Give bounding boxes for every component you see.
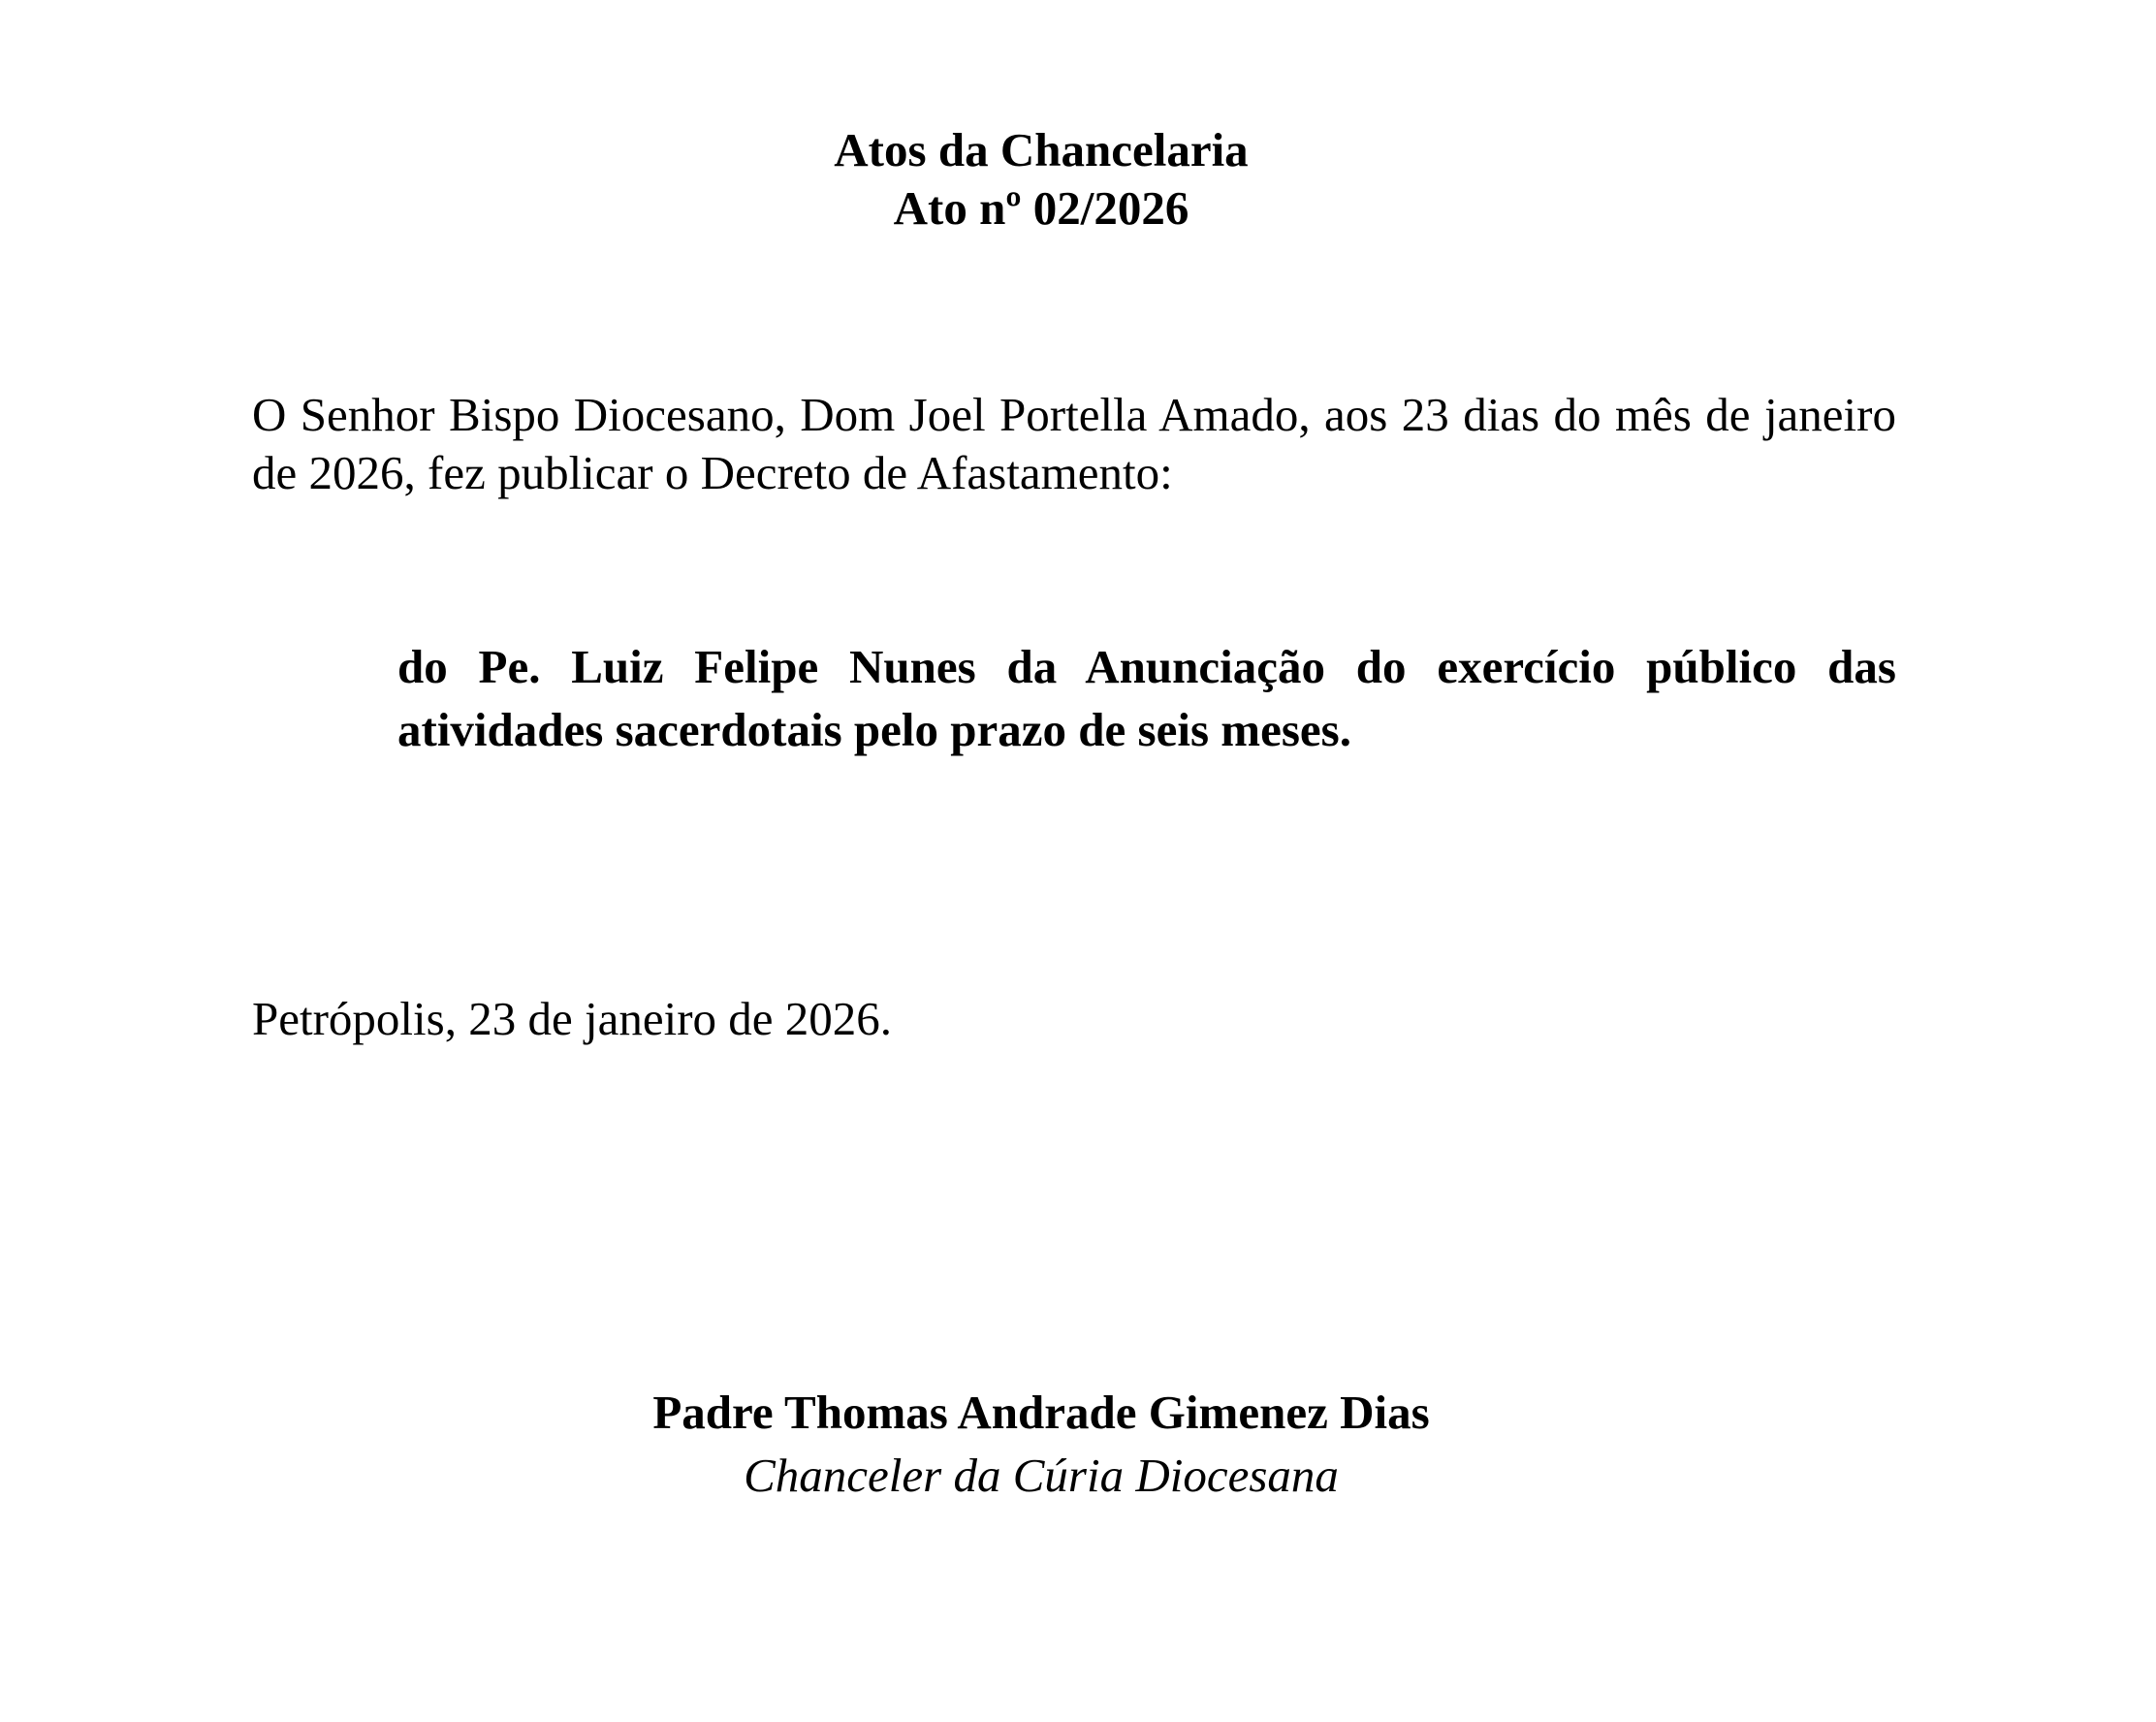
signature-block	[219, 1381, 1863, 1507]
decree-line: atividades sacerdotais pelo prazo de seis meses.	[397, 703, 1351, 756]
intro-line: de 2026, fez publicar o Decreto de Afastamento:	[252, 446, 1173, 499]
dateline-text: Petrópolis, 23 de janeiro de 2026.	[252, 992, 893, 1045]
header-title: Atos da Chancelaria	[834, 123, 1249, 176]
decree-line: do Pe. Luiz Felipe Nunes da Anunciação do exercício público das	[397, 640, 1896, 693]
intro-line: O Senhor Bispo Diocesano, Dom Joel Portella Amado, aos 23 dias do mês de janeiro	[252, 388, 1896, 441]
decree-paragraph	[252, 635, 1896, 761]
dateline	[252, 990, 1896, 1048]
document-header	[219, 121, 1863, 238]
intro-paragraph	[252, 386, 1896, 502]
signature-role: Chanceler da Cúria Diocesana	[744, 1449, 1339, 1502]
signature-name: Padre Thomas Andrade Gimenez Dias	[652, 1386, 1430, 1439]
header-act-number: Ato nº 02/2026	[893, 181, 1189, 235]
